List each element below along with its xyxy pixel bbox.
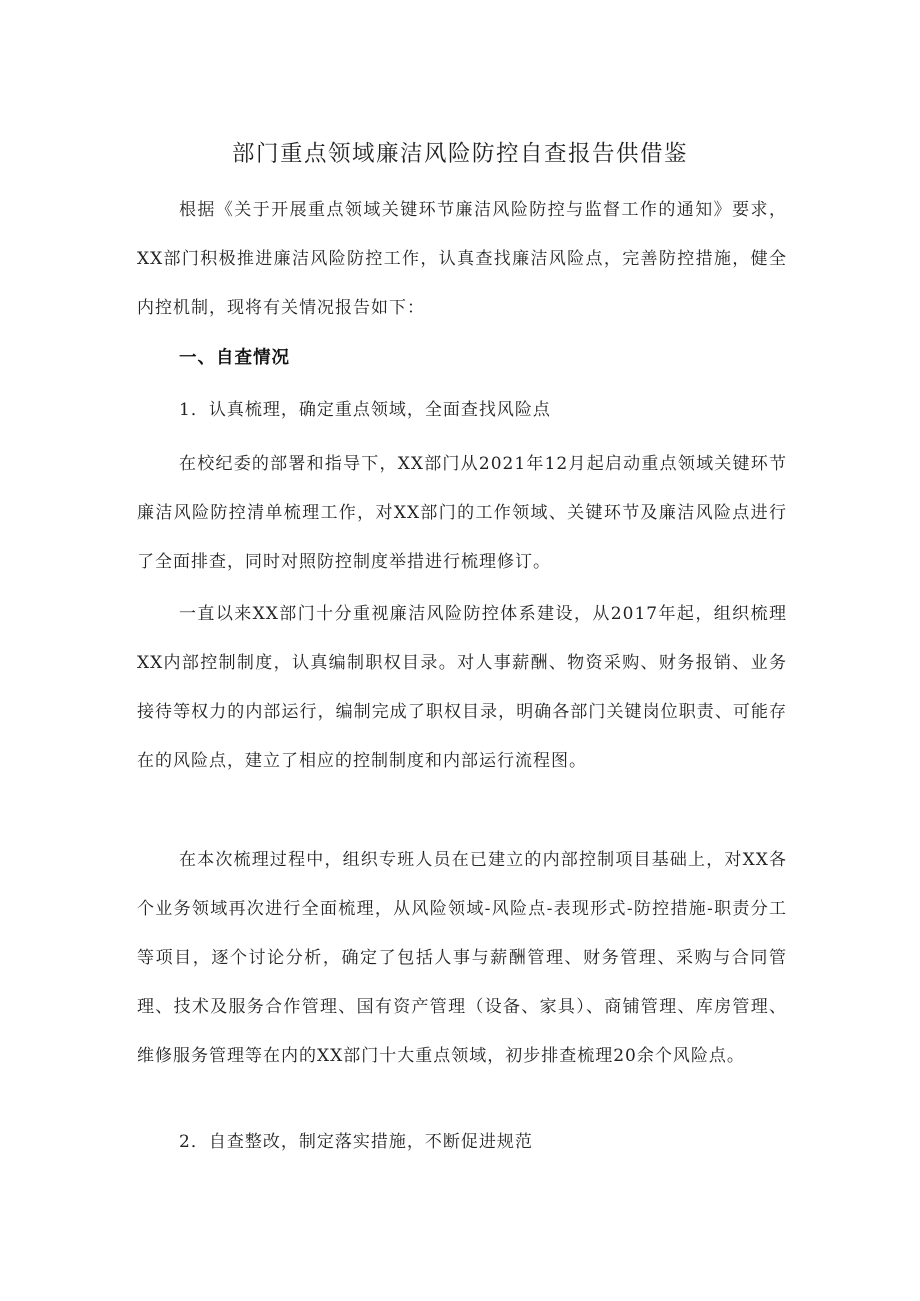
- paragraph-3: 在本次梳理过程中，组织专班人员在已建立的内部控制项目基础上，对XX各个业务领域再次进行全面梳理，从风险领域-风险点-表现形式-防控措施-职责分工等项目，逐个讨论分析，确定了包括人事与薪酬管理、财务管理、采购与合同管理、技术及服务合作管理、国有资产管理（设备、家具）、商铺管理、库房管理、维修服务管理等在内的XX部门十大重点领域，初步排查梳理20余个风险点。: [137, 850, 787, 1066]
- item-heading-2: 2．自查整改，制定落实措施，不断促进规范: [179, 1132, 533, 1152]
- paragraph-1: 在校纪委的部署和指导下，XX部门从2021年12月起启动重点领域关键环节廉洁风险防控清单梳理工作，对XX部门的工作领域、关键环节及廉洁风险点进行了全面排查，同时对照防控制度举措进行梳理修订。: [137, 454, 787, 572]
- document-title: 部门重点领域廉洁风险防控自查报告供借鉴: [231, 141, 688, 167]
- item-heading-1: 1．认真梳理，确定重点领域，全面查找风险点: [179, 400, 551, 420]
- intro-paragraph: 根据《关于开展重点领域关键环节廉洁风险防控与监督工作的通知》要求，XX部门积极推进廉洁风险防控工作，认真查找廉洁风险点，完善防控措施，健全内控机制，现将有关情况报告如下：: [137, 200, 787, 318]
- paragraph-2: 一直以来XX部门十分重视廉洁风险防控体系建设，从2017年起，组织梳理XX内部控制制度，认真编制职权目录。对人事薪酬、物资采购、财务报销、业务接待等权力的内部运行，编制完成了职权目录，明确各部门关键岗位职责、可能存在的风险点，建立了相应的控制制度和内部运行流程图。: [137, 604, 787, 771]
- section-heading-self-inspection: 一、自查情况: [179, 348, 290, 368]
